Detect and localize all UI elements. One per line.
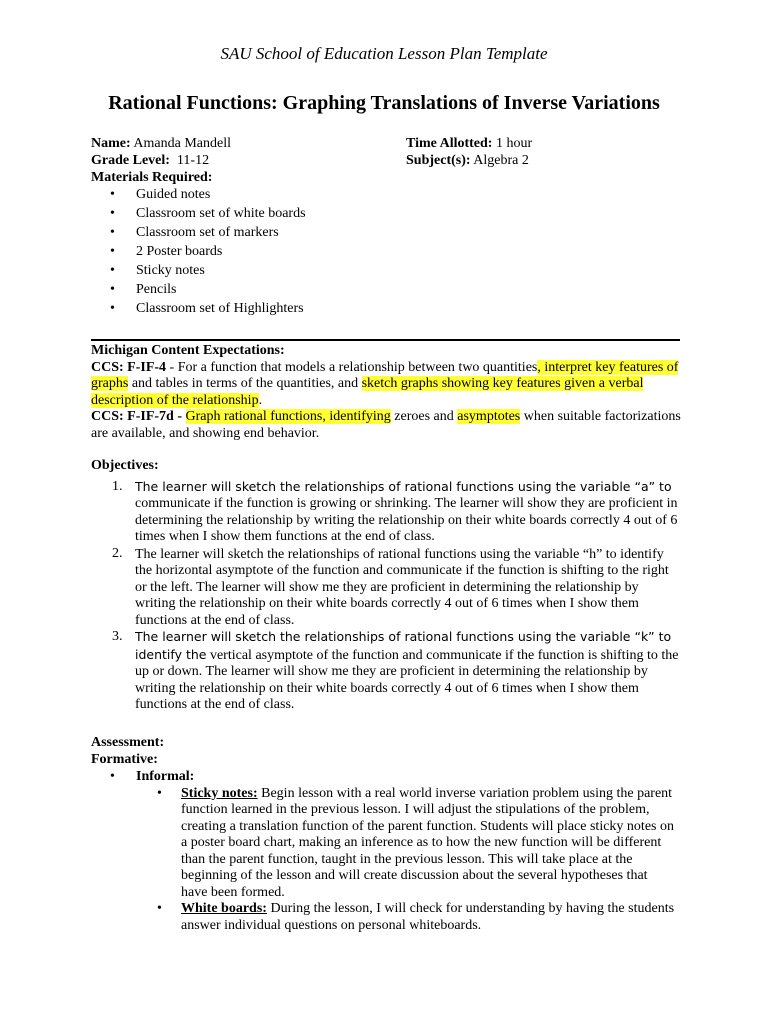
template-title: SAU School of Education Lesson Plan Template: [220, 44, 548, 63]
name-row: [91, 136, 391, 153]
standard-code: CCS: F-IF-4: [91, 359, 167, 375]
material-text: Classroom set of markers: [136, 225, 279, 240]
grade-value: 11-12: [176, 153, 210, 168]
assessment-item: [91, 786, 677, 902]
assessment-item-text: Begin lesson with a real world inverse variation problem using the parent function learned in the previous lesson. I will adjust the stipulations of the problem, creating a translation function of the parent function. Students will place sticky notes on a poster board chart, making an inference as to how the new function will be different than the parent function, taught in the previous lesson. This will take place at the beginning of the lesson and will create discussion about the several hypotheses that have been formed.: [181, 785, 674, 900]
subject-value: Algebra 2: [473, 153, 529, 168]
section-divider: [91, 339, 680, 341]
standard-text: zeroes and: [390, 409, 458, 424]
highlighted-text: sketch graphs showing key features given a verbal description of the relationship: [91, 376, 644, 408]
lesson-title: Rational Functions: Graphing Translations of Inverse Variations: [108, 92, 660, 114]
standard-f-if-7d: [91, 409, 681, 442]
objective-number: 3.: [112, 629, 123, 644]
material-text: Classroom set of Highlighters: [136, 301, 304, 316]
assessment-item-label: Sticky notes:: [181, 785, 258, 801]
material-item: [91, 263, 391, 282]
objectives-heading: Objectives:: [91, 458, 159, 473]
bullet-icon: •: [157, 785, 162, 801]
material-text: 2 Poster boards: [136, 244, 223, 259]
info-right-column: [406, 136, 706, 170]
standard-separator: -: [166, 359, 178, 375]
objective-text: communicate if the function is growing or shrinking. The learner will show they are proficient in determining the relationship by writing the relationship on their white boards correctly 4 out of 6 times when I show them functions at the end of class.: [135, 496, 678, 544]
material-item: [91, 301, 391, 320]
standard-f-if-4: [91, 360, 681, 410]
assessment-item-text: During the lesson, I will check for understanding by having the students answer individual questions on personal whiteboards.: [181, 901, 675, 933]
content-expectations: [91, 343, 681, 442]
material-item: [91, 225, 391, 244]
informal-item: [91, 769, 691, 786]
objective-text: vertical asymptote of the function and communicate if the function is shifting to the up or down. The learner will show me they are proficient in determining the relationship by writing the relationship on their white boards correctly 4 out of 6 times when I show them functions at the end of class.: [135, 647, 679, 712]
highlighted-text: , interpret key features of graphs: [91, 359, 679, 391]
highlighted-text: asymptotes: [457, 409, 521, 424]
assessment-list: [91, 786, 691, 935]
material-item: [91, 206, 391, 225]
bullet-icon: •: [110, 225, 115, 240]
bullet-icon: •: [110, 206, 115, 221]
material-item: [91, 187, 391, 206]
time-label: Time Allotted:: [406, 136, 493, 151]
highlighted-text: Graph rational functions, identifying: [185, 409, 391, 424]
objective-number: 1.: [112, 478, 123, 494]
assessment-item: [91, 901, 677, 934]
material-text: Classroom set of white boards: [136, 206, 306, 221]
grade-label: Grade Level:: [91, 153, 170, 168]
standard-text: .: [258, 392, 263, 408]
standard-text: For a function that models a relationship between two quantities: [177, 359, 538, 375]
bullet-icon: •: [110, 769, 115, 784]
objective-lead: The learner will sketch the relationships of rational functions using the variable “k” to identify the: [135, 629, 672, 662]
objective-lead: The learner will sketch the relationships of rational functions using the variable “a” to: [135, 478, 672, 494]
standards-heading: Michigan Content Expectations:: [91, 343, 285, 358]
material-item: [91, 244, 391, 263]
material-text: Pencils: [136, 282, 177, 297]
bullet-icon: •: [110, 263, 115, 278]
subject-label: Subject(s):: [406, 153, 471, 168]
bullet-icon: •: [110, 301, 115, 316]
informal-heading: Informal:: [136, 769, 195, 784]
objective-item: [91, 479, 681, 546]
assessment-section: [91, 735, 691, 934]
objective-item: [91, 629, 681, 714]
standard-code: CCS: F-IF-7d -: [91, 409, 186, 424]
bullet-icon: •: [157, 901, 162, 916]
materials-label: Materials Required:: [91, 170, 213, 185]
time-value: 1 hour: [495, 136, 533, 151]
objectives-list: [91, 479, 691, 714]
formative-heading: Formative:: [91, 751, 158, 767]
assessment-heading: Assessment:: [91, 735, 165, 750]
info-left-column: [91, 136, 391, 320]
material-text: Guided notes: [136, 187, 211, 202]
name-label: Name:: [91, 136, 131, 151]
name-value: Amanda Mandell: [133, 136, 231, 151]
material-item: [91, 282, 391, 301]
standard-text: when suitable factorizations are available, and showing end behavior.: [91, 409, 681, 441]
bullet-icon: •: [110, 282, 115, 297]
material-text: Sticky notes: [136, 263, 205, 278]
assessment-item-label: White boards:: [181, 901, 267, 916]
grade-row: [91, 153, 391, 170]
objective-text: The learner will sketch the relationships of rational functions using the variable “h” to identify the horizontal asymptote of the function and communicate if the function is shifting to the right or the left. The learner will show me they are proficient in determining the relationship by writing the relationship on their white boards correctly 4 out of 6 times when I show them functions at the end of class.: [135, 546, 669, 628]
objective-number: 2.: [112, 545, 123, 561]
subject-row: [406, 153, 706, 170]
objective-item: [91, 546, 681, 630]
bullet-icon: •: [110, 244, 115, 259]
standard-text: and tables in terms of the quantities, and: [128, 376, 362, 391]
bullet-icon: •: [110, 187, 115, 202]
objectives-section: [91, 458, 691, 714]
materials-list: [91, 187, 391, 320]
time-row: [406, 136, 706, 153]
